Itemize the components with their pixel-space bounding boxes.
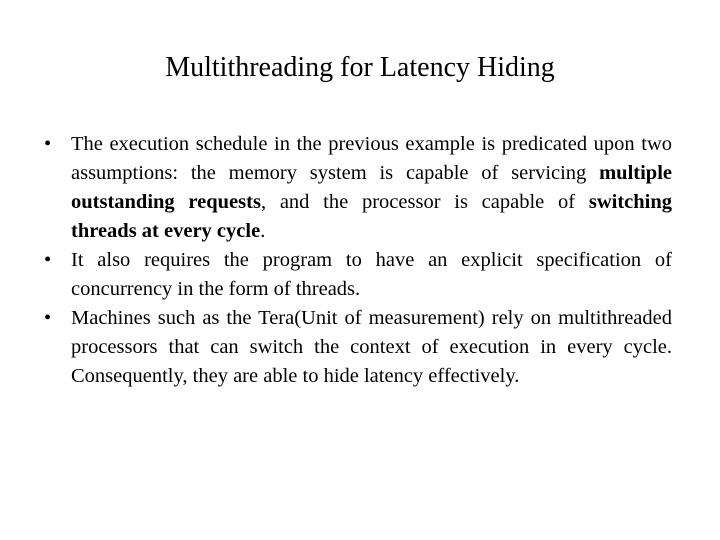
bullet-text-segment: , and the processor is capable of bbox=[260, 191, 589, 213]
bullet-text bbox=[71, 133, 672, 242]
bullet-bold-segment: switching threads at every cycle bbox=[71, 191, 672, 242]
bullet-text bbox=[71, 249, 672, 300]
bullet-list bbox=[44, 130, 672, 391]
bullet-text-segment: It also requires the program to have an explicit specification of concurrency in the form of threads. bbox=[71, 249, 672, 300]
bullet-item-2 bbox=[44, 246, 672, 304]
slide-title: Multithreading for Latency Hiding bbox=[165, 52, 555, 83]
bullet-text-segment: . bbox=[260, 220, 266, 242]
bullet-dot-icon: • bbox=[44, 249, 52, 271]
bullet-dot-icon: • bbox=[44, 307, 52, 329]
bullet-bold-segment: multiple outstanding requests bbox=[71, 162, 672, 213]
bullet-item-3 bbox=[44, 304, 672, 391]
bullet-item-1 bbox=[44, 130, 672, 246]
bullet-text-segment: Machines such as the Tera(Unit of measurement) rely on multithreaded processors that can switch the context of execution in every cycle. Consequently, they are able to hide latency effectively. bbox=[71, 307, 672, 387]
bullet-text-segment: The execution schedule in the previous example is predicated upon two assumptions: the memory system is capable of servicing bbox=[71, 133, 672, 184]
bullet-dot-icon: • bbox=[44, 133, 52, 155]
bullet-text bbox=[71, 307, 672, 387]
